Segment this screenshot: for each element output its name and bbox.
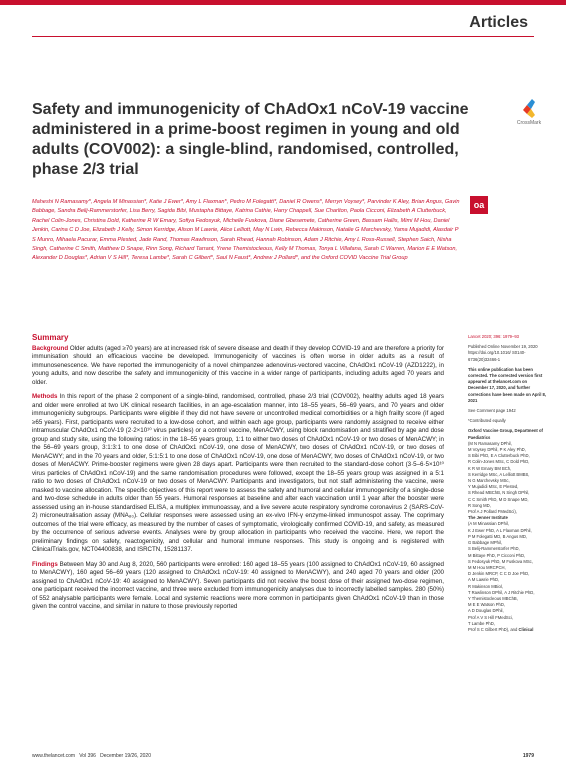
crossmark-icon: [514, 96, 544, 120]
affiliation-line: (M N Ramasamy DPhil,: [468, 440, 512, 446]
affiliation-line: Prof A V S Hill FMedSci,: [468, 614, 513, 620]
affiliation-line: M M Hou MRCPCH,: [468, 564, 506, 570]
summary-heading: Summary: [32, 333, 69, 342]
affiliation-line: Y Themistocleous MBChB,: [468, 595, 518, 601]
affiliation-line: P M Folegatti MD, B Angus MD,: [468, 533, 528, 539]
issue-date: December 19/26, 2020: [100, 753, 151, 759]
affiliation-line: K J Ewer PhD, A L Flaxman DPhil,: [468, 527, 532, 533]
affiliation-line: T Lambe PhD,: [468, 620, 495, 626]
affiliation-line: S Kerridge MSc, A Lelliott BMBS,: [468, 471, 530, 477]
background-text: Older adults (aged ≥70 years) are at increased risk of severe disease and death if they develop COVID-19 and are therefore a priority for immunisation should an efficacious vaccine be developed. Immunogenicity of vaccines is often worse in older adults as a result of immunosenescence. We have reported the immunogenicity of a novel chimpanzee adenovirus-vectored vaccine, ChAdOx1 nCoV-19 (AZD1222), in young adults, and now describe the safety and immunogenicity of this vaccine in a wider range of participants, including adults aged 70 years and older.: [32, 344, 445, 386]
affiliation-line: S Fedosyuk PhD, M Fuskova MSc,: [468, 558, 533, 564]
affiliation-line: M Voysey DPhil, P K Aley PhD,: [468, 447, 526, 453]
journal-site[interactable]: www.thelancet.com: [32, 753, 76, 759]
published-online[interactable]: Published Online November 19, 2020 https://doi.org/10.1016/ S0140-6736(20)32466-1: [468, 344, 538, 362]
affiliation-line: K R W Emary BM BCh,: [468, 465, 512, 471]
crossmark-label: CrossMark: [516, 120, 542, 126]
affiliation-line: S Bibi PhD, E A Clutterbuck PhD,: [468, 453, 530, 459]
section-label: Articles: [469, 14, 528, 31]
affiliation-line: G Babbage MPhil,: [468, 540, 502, 546]
summary-section: [32, 334, 444, 618]
page-number: 1979: [522, 753, 534, 759]
affiliation-line: The Jenner Institute: [468, 515, 508, 521]
methods-label: Methods: [32, 393, 58, 400]
affiliation-line: C C Smith PhD, M D Snape MD,: [468, 496, 529, 502]
affiliation-line: N G Marchevsky MSc,: [468, 478, 510, 484]
contributed-note: *Contributed equally: [468, 418, 506, 424]
header-accent-bar: [0, 0, 566, 5]
findings-label: Findings: [32, 560, 58, 568]
findings-paragraph: [32, 561, 444, 612]
article-title: Safety and immunogenicity of ChAdOx1 nCoV-19 vaccine administered in a prime-boost regimen in young and old adults (COV002): a single-blind, randomised, controlled, phase 2/3 trial: [32, 101, 469, 178]
comment-link[interactable]: See Comment page 1942: [468, 408, 516, 414]
methods-paragraph: [32, 393, 444, 555]
affiliation-line: D Jenkin MRCP, C C D Joe PhD,: [468, 571, 530, 577]
affiliation-line: Oxford Vaccine Group, Department of Paediatrics: [468, 428, 543, 440]
methods-text: In this report of the phase 2 component of a single-blind, randomised, controlled, phase 2/3 trial (COV002), healthy adults aged 18 years and older were enrolled at two UK clinical research facilities, in an age-escalation manner, into 18–55 years, 56–69 years, and 70 years and older immunogenicity subgroups. Participants were eligible if they did not have severe or uncontrolled medical comorbidities or a high frailty score (if aged ≥65 years). First, participants were recruited to a low-dose cohort, and within each age group, participants were randomly assigned to receive either intramuscular ChAdOx1 nCoV-19 (2·2×10¹⁰ virus particles) or a control vaccine, MenACWY, using block randomisation and stratified by age and dose group and study site, using the following ratios: in the 18–55 years group, 1:1 to either two doses of ChAdOx1 nCoV-19 or two doses of MenACWY; in the 56–69 years group, 3:1:3:1 to one dose of ChAdOx1 nCoV-19, one dose of MenACWY, two doses of ChAdOx1 nCoV-19, or two doses of MenACWY; and in the 70 years and older, 5:1:5:1 to one dose of ChAdOx1 nCoV-19, one dose of MenACWY, two doses of ChAdOx1 nCoV-19, or two doses of MenACWY. Prime-booster regimens were given 28 days apart. Participants were then recruited to the standard-dose cohort (3·5–6·5×10¹⁰ virus particles of ChAdOx1 nCoV-19) and the same randomisation procedures were followed, except the 18–55 years group was assigned in a 5:1 ratio to two doses of ChAdOx1 nCoV-19 or two doses of MenACWY. Participants and investigators, but not staff administering the vaccine, were masked to vaccine allocation. The specific objectives of this report were to assess the safety and humoral and cellular immunogenicity of a single-dose and two-dose schedule in adults older than 55 years. Humoral responses at baseline and after each vaccination until 1 year after the booster were assessed using an in-house standardised ELISA, a multiplex immunoassay, and a live severe acute respiratory syndrome coronavirus 2 (SARS-CoV-2) microneutralisation assay (MNA₈₀). Cellular responses were assessed using an ex-vivo IFN-γ enzyme-linked immunospot assay. The coprimary outcomes of the trial were efficacy, as measured by the number of cases of symptomatic, virologically confirmed COVID-19, and safety, as measured by the occurrence of serious adverse events. Analyses were by group allocation in participants who received the vaccine. Here, we report the preliminary findings on safety, reactogenicity, and cellular and humoral immune responses. This study is ongoing and is registered with ClinicalTrials.gov, NCT04400838, and ISRCTN, 15281137.: [32, 393, 444, 553]
open-access-badge: oa: [470, 196, 488, 214]
crossmark-badge[interactable]: [512, 96, 546, 126]
citation: Lancet 2020; 396: 1979–93: [468, 334, 519, 339]
affiliation-line: A M Lawrie PhD,: [468, 577, 500, 583]
affiliation-line: M Bittaye PhD, P Cicconi PhD,: [468, 552, 526, 558]
affiliation-line: A D Douglas DPhil,: [468, 608, 504, 614]
affiliation-line: Prof A J Pollard FMedSci),: [468, 509, 517, 515]
header-rule: [32, 36, 534, 37]
affiliation-line: S Belij-Rammerstorfer PhD,: [468, 546, 520, 552]
affiliation-line: T Rawlinson DPhil, A J Ritchie PhD,: [468, 589, 535, 595]
affiliation-line: R Song MD,: [468, 502, 491, 508]
footer-citation: [32, 753, 151, 759]
author-list: Maheshi N Ramasamy*, Angela M Minassian*, Katie J Ewer*, Amy L Flaxman*, Pedro M Folegatti*, Daniel R Owens*, Merryn Voysey*, Parvinder K Aley, Brian Angus, Gavin Babbage, Sandra Belij-Rammerstorfer, Lisa Berry, Sagida Bibi, Mustapha Bittaye, Katrina Cathie, Harry Chappell, Sue Charlton, Paola Cicconi, Elizabeth A Clutterbuck, Rachel Colin-Jones, Christina Dold, Katherine R W Emary, Sofiya Fedosyuk, Michelle Fuskova, Diane Gbesemete, Catherine Green, Bassam Hallis, Mimi M Hou, Daniel Jenkin, Carina C D Joe, Elizabeth J Kelly, Simon Kerridge, Alison M Lawrie, Alice Lelliott, May N Lwin, Rebecca Makinson, Natalie G Marchevsky, Yama Mujadidi, Alasdair P S Munro, Mihaela Pacurar, Emma Plested, Jade Rand, Thomas Rawlinson, Sarah Rhead, Hannah Robinson, Adam J Ritchie, Amy L Ross-Russell, Stephen Saich, Nisha Singh, Catherine C Smith, Matthew D Snape, Rinn Song, Richard Tarrant, Yrene Themistocleous, Kelly M Thomas, Tonya L Villafana, Sarah C Warren, Marion E E Watson, Alexander D Douglas*, Adrian V S Hill*, Teresa Lambe*, Sarah C Gilbert*, Saul N Faust*, Andrew J Pollard*, and the Oxford COVID Vaccine Trial Group: [32, 199, 460, 262]
affiliation-line: (A M Minassian DPhil,: [468, 521, 509, 527]
volume: Vol 396: [79, 753, 96, 759]
findings-text: Between May 30 and Aug 8, 2020, 560 participants were enrolled: 160 aged 18–55 years (100 assigned to ChAdOx1 nCoV-19, 60 assigned to MenACWY), 160 aged 56–69 years (120 assigned to ChAdOx1 nCoV-19: 40 assigned to MenACWY), and 240 aged 70 years and older (200 assigned to ChAdOx1 nCoV-19: 40 assigned to MenACWY). Seven participants did not receive the boost dose of their assigned two-dose regimen, one participant received the incorrect vaccine, and three were excluded from immunogenicity analyses due to incorrectly labelled samples. 280 (50%) of 552 analysable participants were female. Local and systemic reactions were more common in participants given ChAdOx1 nCoV-19 than in those given the control vaccine, and similar in nature to those previously reported: [32, 560, 444, 610]
affiliation-line: M E E Watson PhD,: [468, 602, 506, 608]
affiliations-list: [468, 428, 548, 633]
affiliation-line: R Colin-Jones MSc, C Dold PhD,: [468, 459, 530, 465]
background-label: Background: [32, 344, 69, 352]
sidebar: [468, 334, 548, 633]
correction-note: This online publication has been corrected. The corrected version first appeared at thelancet.com on December 17, 2020, and further corrections have been made on April 8, 2021: [468, 366, 547, 403]
background-paragraph: [32, 345, 444, 388]
affiliation-line: Y Mujadidi MSc, E Plested,: [468, 484, 519, 490]
affiliation-line: S Rhead MBChB, N Singh DPhil,: [468, 490, 530, 496]
affiliation-line: Prof S C Gilbert PhD), and Clinical: [468, 626, 534, 632]
affiliation-line: R Makinson MBiol,: [468, 583, 503, 589]
